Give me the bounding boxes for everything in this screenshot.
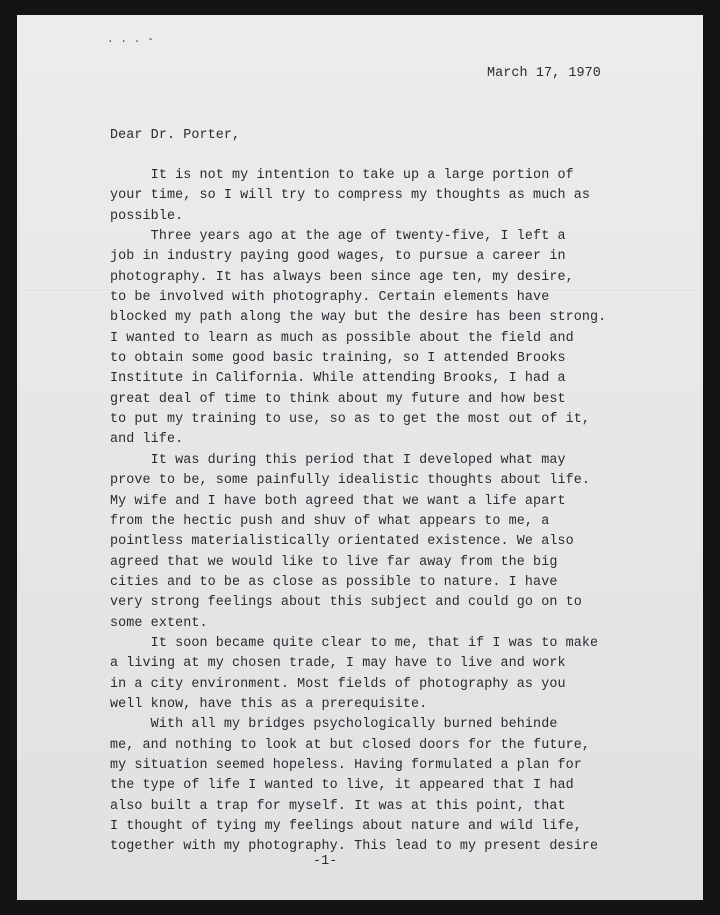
letter-line: my situation seemed hopeless. Having formulated a plan for xyxy=(110,757,582,773)
letter-line: Institute in California. While attending Brooks, I had a xyxy=(110,371,566,387)
letter-line: I wanted to learn as much as possible about the field and xyxy=(110,330,574,346)
top-left-marks: . . . - xyxy=(107,34,154,46)
letter-line: great deal of time to think about my future and how best xyxy=(110,391,566,407)
letter-line: me, and nothing to look at but closed doors for the future, xyxy=(110,737,591,753)
letter-line: from the hectic push and shuv of what appears to me, a xyxy=(110,513,550,529)
letter-line: and life. xyxy=(110,432,184,448)
letter-line: Three years ago at the age of twenty-five, I left a xyxy=(110,229,566,245)
letter-line: photography. It has always been since age ten, my desire, xyxy=(110,269,574,285)
letter-line: to obtain some good basic training, so I attended Brooks xyxy=(110,351,566,367)
letter-line: blocked my path along the way but the desire has been strong. xyxy=(110,310,607,326)
letter-line: your time, so I will try to compress my thoughts as much as xyxy=(110,188,591,204)
letter-salutation: Dear Dr. Porter, xyxy=(110,128,241,143)
letter-body xyxy=(110,166,606,858)
letter-line: a living at my chosen trade, I may have to live and work xyxy=(110,656,566,672)
letter-line: the type of life I wanted to live, it appeared that I had xyxy=(110,778,574,794)
letter-line: very strong feelings about this subject and could go on to xyxy=(110,595,582,611)
letter-line: in a city environment. Most fields of photography as you xyxy=(110,676,566,692)
letter-line: It was during this period that I developed what may xyxy=(110,452,566,468)
letter-line: I thought of tying my feelings about nature and wild life, xyxy=(110,819,582,834)
letter-line: It is not my intention to take up a large portion of xyxy=(110,168,574,183)
page-number: -1- xyxy=(313,854,338,869)
letter-line: to put my training to use, so as to get the most out of it, xyxy=(110,412,591,428)
letter-line: It soon became quite clear to me, that if I was to make xyxy=(110,635,599,651)
letter-line: possible. xyxy=(110,208,184,224)
letter-line: With all my bridges psychologically burned behinde xyxy=(110,717,558,733)
letter-line: together with my photography. This lead to my present desire xyxy=(110,839,599,855)
letter-date: March 17, 1970 xyxy=(487,66,601,81)
letter-line: My wife and I have both agreed that we want a life apart xyxy=(110,493,566,509)
letter-line: also built a trap for myself. It was at this point, that xyxy=(110,798,566,814)
letter-line: to be involved with photography. Certain elements have xyxy=(110,290,550,306)
letter-line: pointless materialistically orientated existence. We also xyxy=(110,534,574,550)
letter-line: cities and to be as close as possible to nature. I have xyxy=(110,574,558,590)
letter-line: job in industry paying good wages, to pursue a career in xyxy=(110,249,566,265)
letter-line: prove to be, some painfully idealistic thoughts about life. xyxy=(110,473,591,489)
letter-line: some extent. xyxy=(110,615,208,631)
letter-line: well know, have this as a prerequisite. xyxy=(110,696,428,712)
letter-line: agreed that we would like to live far away from the big xyxy=(110,554,558,570)
